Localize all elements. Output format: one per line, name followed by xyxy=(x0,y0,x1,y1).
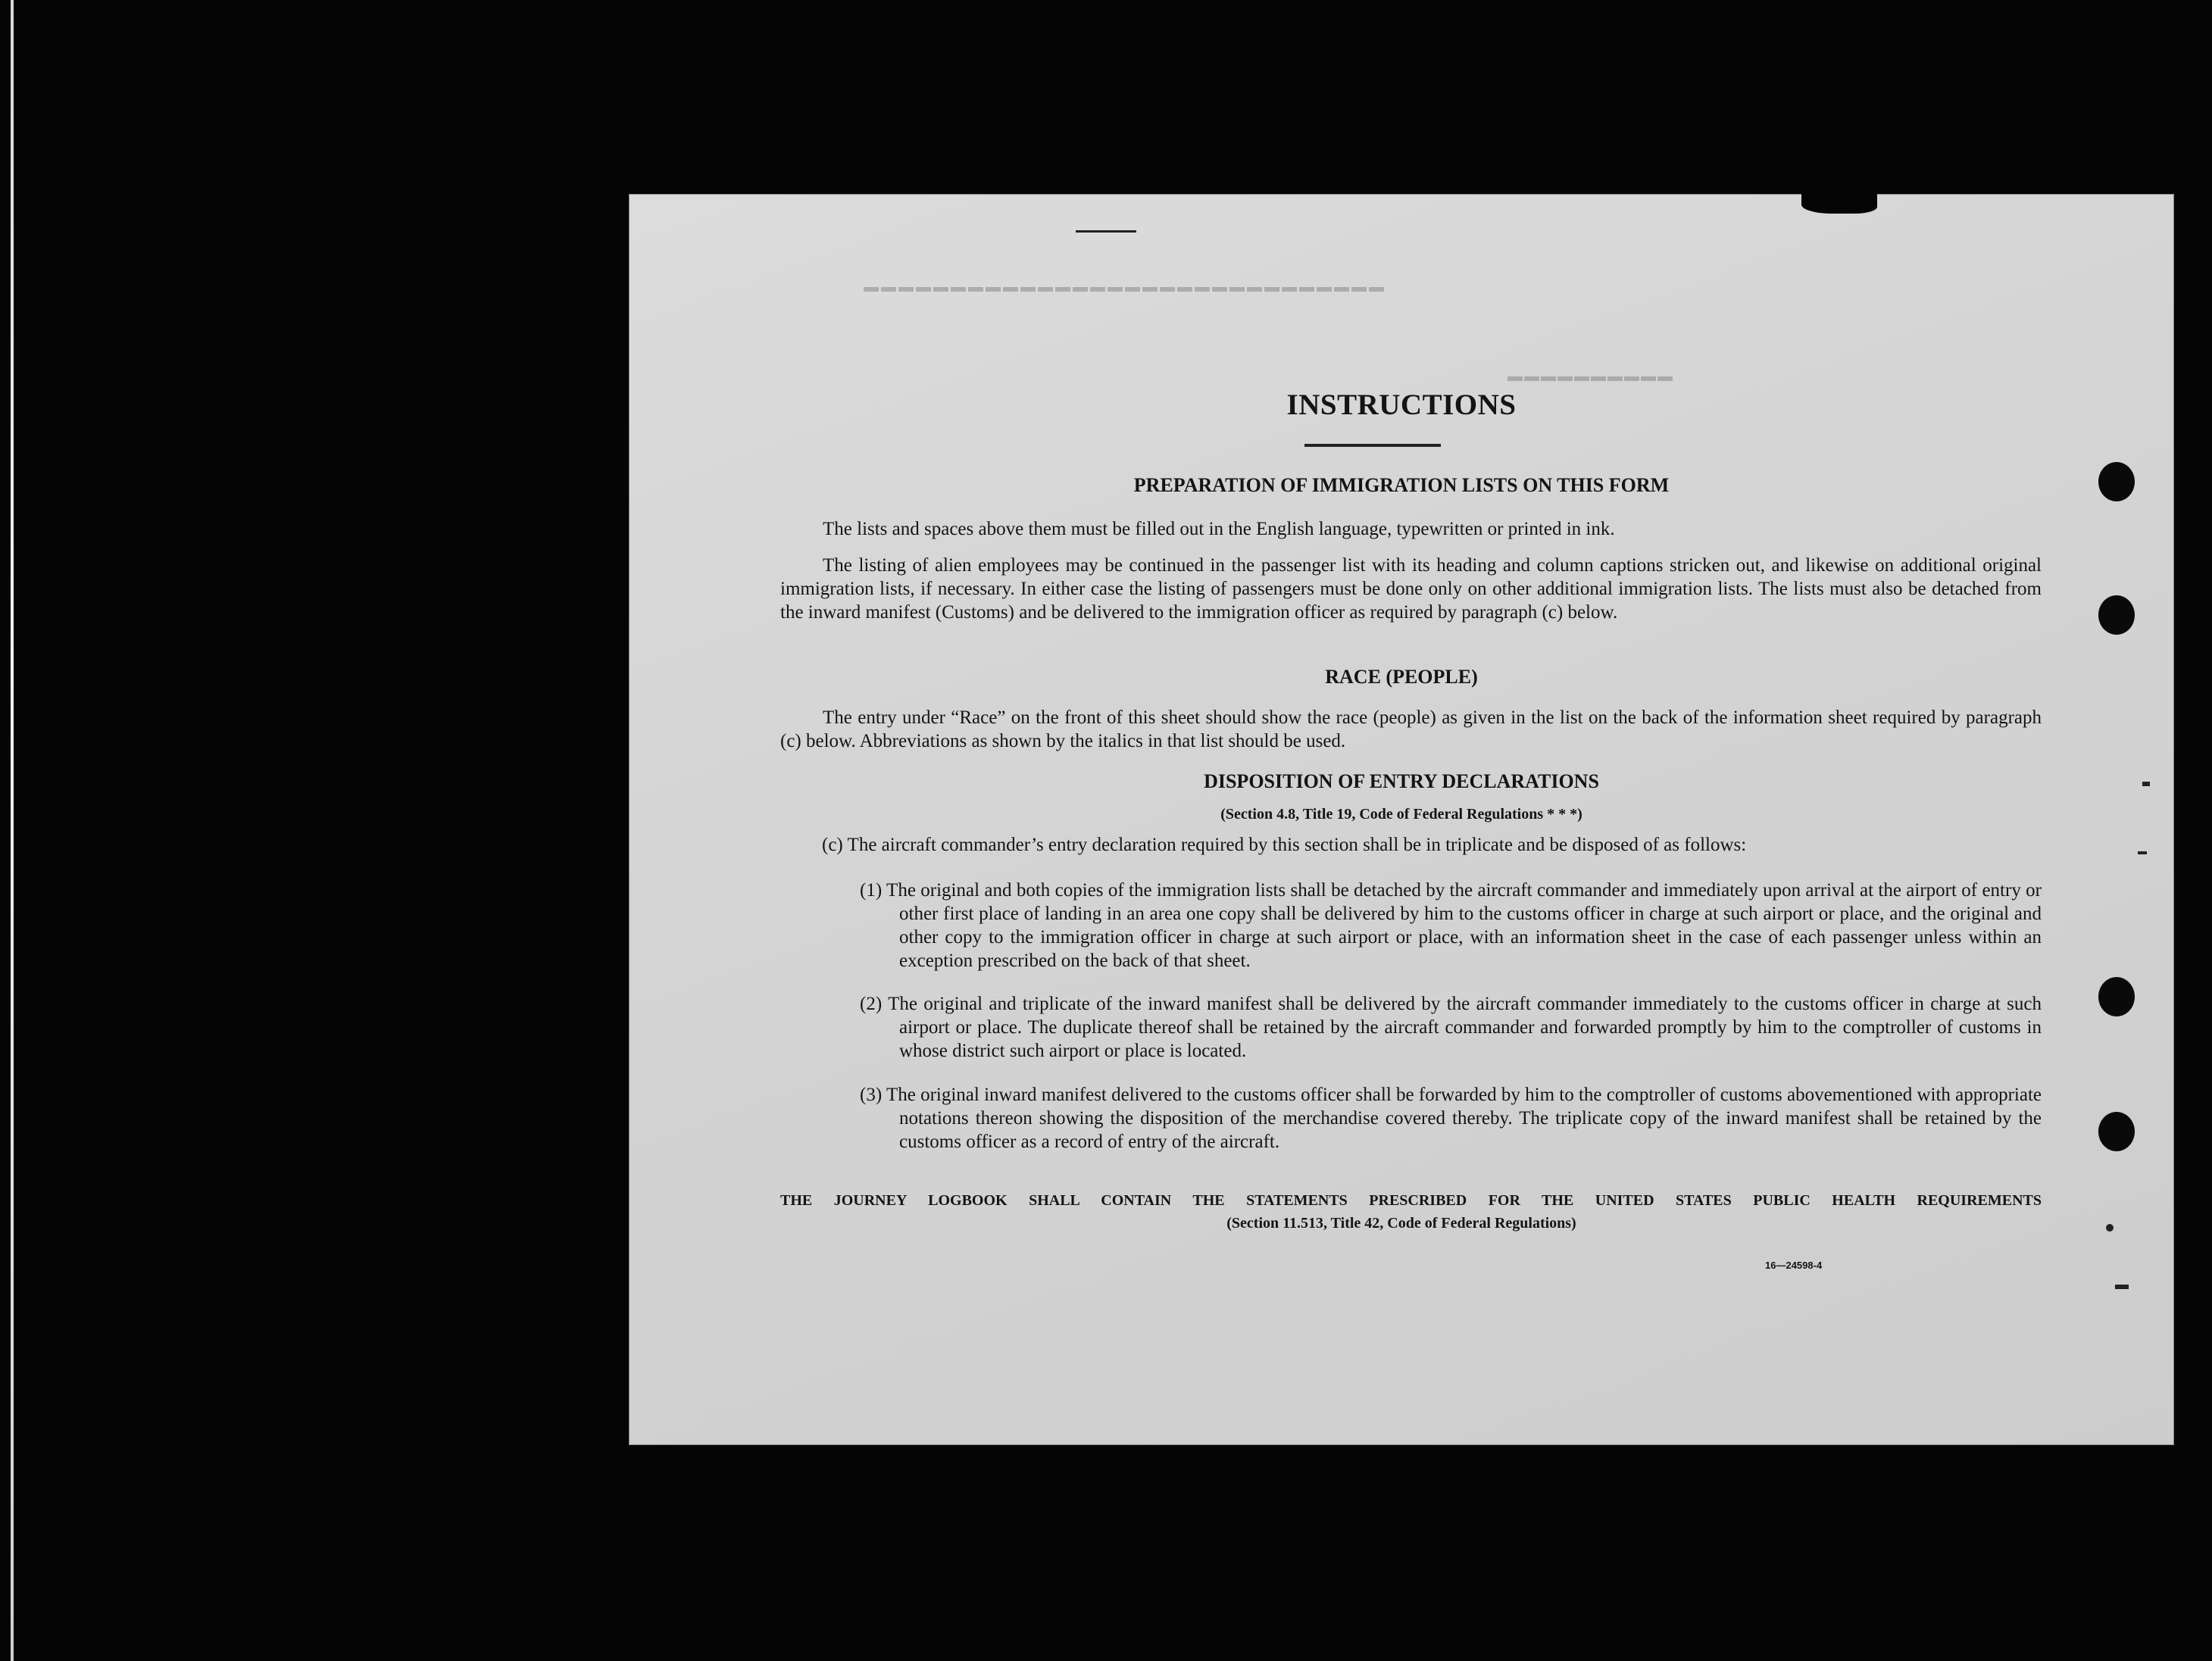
bleed-through-text: ▬▬▬▬▬▬▬▬▬▬ xyxy=(1507,368,1674,385)
paragraph: The lists and spaces above them must be filled out in the English language, typewritten or printed in ink. xyxy=(823,519,1615,539)
document-sheet xyxy=(629,194,2174,1445)
section-citation: (Section 4.8, Title 19, Code of Federal Regulations * * *) xyxy=(1220,806,1582,823)
speck xyxy=(1076,230,1136,233)
list-item: (1) The original and both copies of the immigration lists shall be detached by the aircraft commander and immediately upon arrival at the airport of entry or other first place of landing in an area one copy shall be delivered by him to the customs officer in charge at such airport or place, and the original and other copy to the immigration officer in charge at such airport or place, with an information sheet in the case of each passenger unless within an exception prescribed on the back of that sheet. xyxy=(860,880,2042,971)
punch-hole xyxy=(2098,977,2135,1016)
bleed-through-text: ▬▬▬▬▬▬▬▬▬▬▬▬▬▬▬▬▬▬▬▬▬▬▬▬▬▬▬▬▬▬ xyxy=(864,279,1386,295)
footer-citation: (Section 11.513, Title 42, Code of Federal Regulations) xyxy=(1226,1215,1576,1232)
film-edge-line xyxy=(11,0,14,1661)
punch-hole xyxy=(2098,1112,2135,1151)
section-heading-disposition: DISPOSITION OF ENTRY DECLARATIONS xyxy=(1204,770,1599,792)
list-item: (2) The original and triplicate of the inward manifest shall be delivered by the aircraft commander immediately to the customs officer in charge at such airport or place. The duplicate thereof shall be retained by the aircraft commander and forwarded promptly by him to the comptroller of customs in whose district such airport or place is located. xyxy=(860,994,2042,1061)
section-heading-preparation: PREPARATION OF IMMIGRATION LISTS ON THIS FORM xyxy=(1133,474,1670,496)
torn-edge xyxy=(1801,191,1877,214)
title-underline xyxy=(1304,444,1441,447)
paragraph: The entry under “Race” on the front of this sheet should show the race (people) as given in the list on the back of the information sheet required by paragraph (c) below. Abbreviations as shown by the italics in that list should be used. xyxy=(780,707,2042,751)
paragraph: The listing of alien employees may be continued in the passenger list with its heading and column captions stricken out, and likewise on additional original immigration lists, if necessary. In either case the listing of passengers must be done only on other additional immigration lists. The lists must also be detached from the inward manifest (Customs) and be delivered to the immigration officer as required by paragraph (c) below. xyxy=(780,555,2042,623)
punch-hole xyxy=(2098,595,2135,635)
list-item: (3) The original inward manifest delivered to the customs officer shall be forwarded by him to the comptroller of customs abovementioned with appropriate notations thereon showing the disposition of the merchandise covered thereby. The triplicate copy of the inward manifest shall be retained by the customs officer as a record of entry of the aircraft. xyxy=(860,1085,2042,1152)
section-heading-race: RACE (PEOPLE) xyxy=(1325,666,1478,688)
footer-statement: THE JOURNEY LOGBOOK SHALL CONTAIN THE STATEMENTS PRESCRIBED FOR THE UNITED STATES PUBLIC HEALTH REQUIREMENTS xyxy=(780,1192,2042,1209)
form-number: 16—24598-4 xyxy=(1765,1260,1823,1271)
paragraph: (c) The aircraft commander’s entry declaration required by this section shall be in triplicate and be disposed of as follows: xyxy=(822,835,1747,855)
page-title: INSTRUCTIONS xyxy=(1286,389,1517,421)
speck xyxy=(2115,1285,2129,1289)
speck xyxy=(2138,851,2147,854)
